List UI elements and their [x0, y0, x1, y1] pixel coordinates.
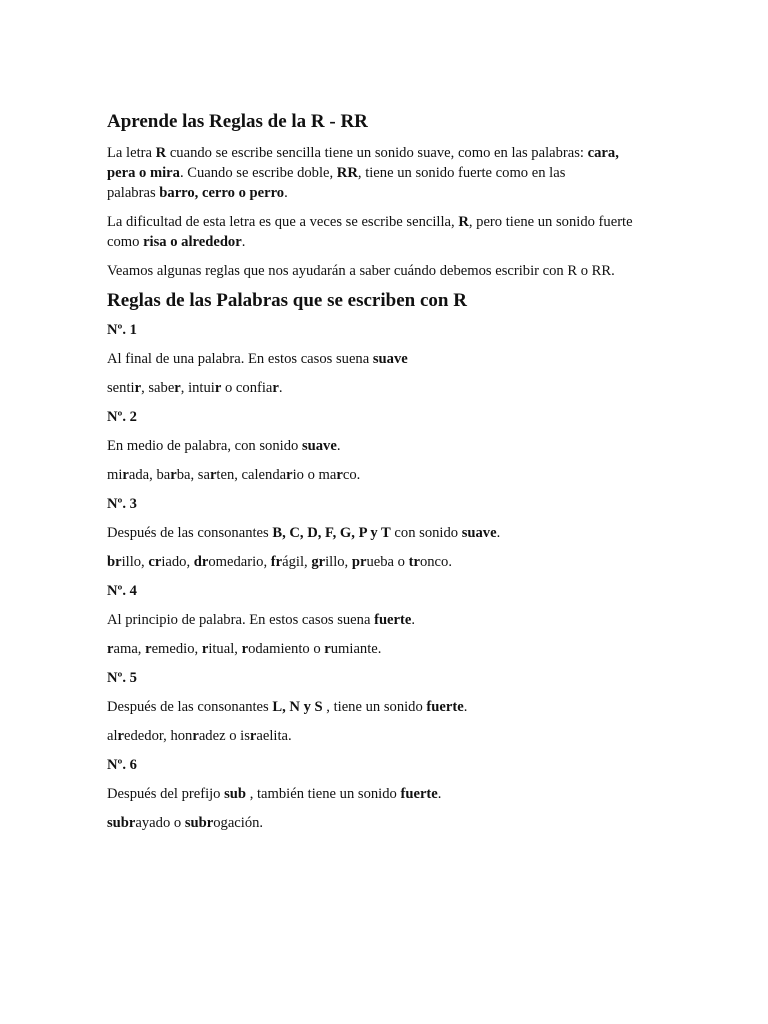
page-title: Aprende las Reglas de la R - RR: [107, 111, 368, 132]
rule-number: Nº. 5: [107, 670, 137, 686]
rule-examples: sentir, saber, intuir o confiar.: [107, 380, 283, 396]
rule-description: Al final de una palabra. En estos casos suena suave: [107, 351, 408, 367]
bold-text: RR: [336, 165, 358, 181]
bold-text: R: [155, 145, 167, 161]
bold-text: sub: [224, 786, 247, 802]
rule-description: Después del prefijo sub , también tiene un sonido fuerte.: [107, 786, 442, 802]
bold-text: r: [201, 641, 209, 657]
rule-examples: rama, remedio, ritual, rodamiento o rumiante.: [107, 641, 382, 657]
rule-examples: subrayado o subrogación.: [107, 815, 264, 831]
intro-paragraph-2: La dificultad de esta letra es que a veces se escribe sencilla, R, pero tiene un sonido fuerte como risa o alrededor.: [107, 214, 633, 250]
bold-text: r: [117, 728, 125, 744]
bold-text: fuerte: [426, 699, 464, 715]
bold-text: fuerte: [400, 786, 438, 802]
bold-text: subr: [184, 815, 214, 831]
bold-text: B, C, D, F, G, P y T: [272, 525, 391, 541]
bold-text: suave: [372, 351, 408, 367]
bold-text: fuerte: [374, 612, 412, 628]
bold-text: r: [241, 641, 249, 657]
rule-number: Nº. 4: [107, 583, 137, 599]
bold-text: r: [145, 641, 152, 657]
bold-text: fr: [270, 554, 283, 570]
rule-description: En medio de palabra, con sonido suave.: [107, 438, 341, 454]
bold-text: r: [214, 380, 222, 396]
rule-number: Nº. 3: [107, 496, 137, 512]
document-page: [107, 110, 667, 842]
rule-examples: alrededor, honradez o israelita.: [107, 728, 292, 744]
bold-text: r: [174, 380, 181, 396]
bold-text: cr: [148, 554, 162, 570]
bold-text: dr: [193, 554, 209, 570]
bold-text: suave: [461, 525, 497, 541]
rule-description: Al principio de palabra. En estos casos suena fuerte.: [107, 612, 416, 628]
bold-text: pr: [351, 554, 367, 570]
bold-text: tr: [408, 554, 420, 570]
bold-text: r: [107, 641, 114, 657]
bold-text: r: [209, 467, 217, 483]
rule-number: Nº. 1: [107, 322, 137, 338]
section-title: Reglas de las Palabras que se escriben con R: [107, 290, 467, 311]
rule-description: Después de las consonantes L, N y S , tiene un sonido fuerte.: [107, 699, 468, 715]
rule-number: Nº. 2: [107, 409, 137, 425]
bold-text: gr: [311, 554, 326, 570]
rule-description: Después de las consonantes B, C, D, F, G, P y T con sonido suave.: [107, 525, 501, 541]
bold-text: barro, cerro o perro: [159, 185, 285, 201]
intro-paragraph-3: Veamos algunas reglas que nos ayudarán a saber cuándo debemos escribir con R o RR.: [107, 263, 615, 279]
rule-examples: brillo, criado, dromedario, frágil, grillo, prueba o tronco.: [107, 554, 452, 570]
bold-text: r: [170, 467, 177, 483]
bold-text: cara,: [587, 145, 619, 161]
bold-text: r: [249, 728, 257, 744]
bold-text: br: [107, 554, 122, 570]
bold-text: r: [122, 467, 129, 483]
bold-text: r: [324, 641, 331, 657]
bold-text: risa o alrededor: [143, 234, 242, 250]
bold-text: r: [192, 728, 199, 744]
bold-text: subr: [107, 815, 136, 831]
bold-text: L, N y S: [272, 699, 323, 715]
bold-text: suave: [301, 438, 337, 454]
bold-text: r: [134, 380, 142, 396]
bold-text: r: [286, 467, 293, 483]
bold-text: r: [336, 467, 343, 483]
intro-paragraph-1: La letra R cuando se escribe sencilla tiene un sonido suave, como en las palabras: cara, pera o mira. Cuando se escribe doble, RR, tiene un sonido fuerte como en las palabras barro, cerro o perro.: [107, 145, 619, 201]
bold-text: r: [272, 380, 279, 396]
rule-examples: mirada, barba, sarten, calendario o marco.: [107, 467, 361, 483]
bold-text: R: [458, 214, 469, 230]
bold-text: pera o mira: [107, 165, 180, 181]
rule-number: Nº. 6: [107, 757, 137, 773]
rules-list: [107, 320, 667, 833]
